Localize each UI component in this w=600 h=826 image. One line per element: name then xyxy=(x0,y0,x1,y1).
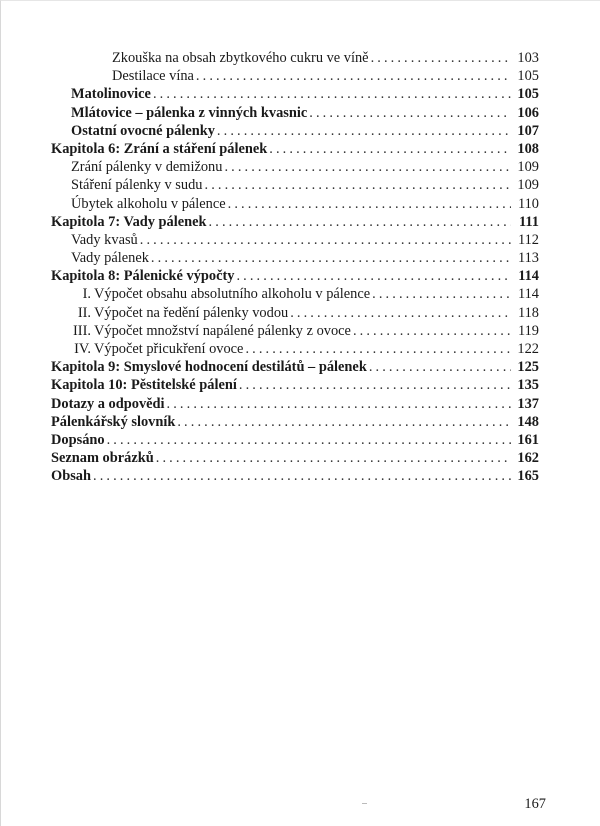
toc-entry-title xyxy=(63,340,245,358)
toc-entry-title: Vady pálenek xyxy=(71,250,149,267)
toc-entry-title: Kapitola 8: Pálenické výpočty xyxy=(51,268,235,285)
toc-entry-title xyxy=(63,322,353,340)
toc-entry-title xyxy=(63,285,372,303)
toc-entry[interactable] xyxy=(51,340,539,358)
toc-entry[interactable] xyxy=(51,49,539,67)
dot-leader xyxy=(177,413,511,431)
roman-numeral: IV. xyxy=(74,341,91,357)
toc-entry-page: 110 xyxy=(517,195,539,212)
toc-entry-page: 118 xyxy=(517,304,539,321)
dot-leader xyxy=(371,49,511,67)
toc-entry-title: Pálenkářský slovník xyxy=(51,413,176,430)
toc-entry-page: 119 xyxy=(517,322,539,339)
toc-entry[interactable] xyxy=(51,67,539,85)
toc-entry-page: 113 xyxy=(517,250,539,267)
toc-entry-title: Úbytek alkoholu v pálence xyxy=(71,195,226,212)
toc-entry-title xyxy=(63,304,290,322)
dot-leader xyxy=(196,67,511,85)
dot-leader xyxy=(205,176,512,194)
dot-leader xyxy=(156,449,511,467)
toc-entry-title: Mlátovice – pálenka z vinných kvasnic xyxy=(71,104,308,121)
dot-leader xyxy=(239,376,511,394)
dot-leader xyxy=(353,322,511,340)
roman-numeral: I. xyxy=(82,286,91,303)
toc-chapter-entry[interactable] xyxy=(51,267,539,285)
toc-entry-page: 109 xyxy=(517,177,539,194)
dot-leader xyxy=(167,395,511,413)
toc-entry-page: 135 xyxy=(517,377,539,394)
toc-entry-title: Vady kvasů xyxy=(71,231,138,248)
dot-leader xyxy=(224,158,511,176)
toc-entry-page: 148 xyxy=(517,413,539,430)
toc-entry-text: Výpočet obsahu absolutního alkoholu v pálence xyxy=(94,286,371,303)
toc-entry-page: 111 xyxy=(519,213,539,230)
dot-leader xyxy=(369,358,511,376)
toc-entry-title: Kapitola 6: Zrání a stáření pálenek xyxy=(51,140,268,157)
toc-entry-title: Zkouška na obsah zbytkového cukru ve víně xyxy=(112,50,369,66)
toc-entry[interactable] xyxy=(51,195,539,213)
toc-section-entry[interactable] xyxy=(51,395,539,413)
dot-leader xyxy=(228,195,511,213)
toc-entry[interactable] xyxy=(51,322,539,340)
toc-entry[interactable] xyxy=(51,304,539,322)
toc-entry-text: Výpočet množství napálené pálenky z ovoce xyxy=(94,322,351,339)
toc-entry[interactable] xyxy=(51,285,539,303)
scan-dust-mark xyxy=(362,803,367,804)
toc-entry-page: 161 xyxy=(517,431,539,448)
toc-section-entry[interactable] xyxy=(51,431,539,449)
roman-numeral: II. xyxy=(77,304,91,321)
toc-entry[interactable] xyxy=(51,176,539,194)
toc-entry-page: 165 xyxy=(517,468,539,485)
toc-entry-page: 162 xyxy=(517,450,539,467)
toc-entry-page: 106 xyxy=(517,104,539,121)
toc-entry-title: Kapitola 7: Vady pálenek xyxy=(51,213,207,230)
toc-entry[interactable] xyxy=(51,85,539,103)
toc-entry-page: 107 xyxy=(517,122,539,139)
toc-entry-page: 105 xyxy=(517,86,539,103)
toc-entry-page: 122 xyxy=(517,341,539,357)
toc-entry-title: Stáření pálenky v sudu xyxy=(71,177,203,194)
toc-entry-page: 125 xyxy=(517,359,539,376)
dot-leader xyxy=(107,431,511,449)
dot-leader xyxy=(140,231,511,249)
toc-entry-title: Dopsáno xyxy=(51,431,105,448)
toc-chapter-entry[interactable] xyxy=(51,376,539,394)
toc-entry[interactable] xyxy=(51,158,539,176)
toc-entry-page: 114 xyxy=(517,286,539,303)
dot-leader xyxy=(309,104,511,122)
toc-entry-title: Kapitola 9: Smyslové hodnocení destilátů – pálenek xyxy=(51,359,367,376)
toc-entry-title: Matolinovice xyxy=(71,86,151,103)
toc-entry-title: Seznam obrázků xyxy=(51,450,154,467)
toc-entry-title: Ostatní ovocné pálenky xyxy=(71,122,215,139)
dot-leader xyxy=(209,213,511,231)
toc-entry[interactable] xyxy=(51,249,539,267)
toc-section-entry[interactable] xyxy=(51,449,539,467)
toc-entry-page: 108 xyxy=(517,140,539,157)
toc-entry-title: Zrání pálenky v demižonu xyxy=(71,159,223,176)
dot-leader xyxy=(372,285,511,303)
toc-section-entry[interactable] xyxy=(51,467,539,485)
dot-leader xyxy=(236,267,511,285)
toc-entry-page: 109 xyxy=(517,159,539,176)
toc-section-entry[interactable] xyxy=(51,413,539,431)
dot-leader xyxy=(269,140,511,158)
dot-leader xyxy=(245,340,511,358)
toc-entry-title: Kapitola 10: Pěstitelské pálení xyxy=(51,377,237,394)
dot-leader xyxy=(153,85,511,103)
toc-entry-page: 137 xyxy=(517,395,539,412)
table-of-contents xyxy=(51,49,539,486)
dot-leader xyxy=(217,122,511,140)
toc-entry-title: Obsah xyxy=(51,468,91,485)
dot-leader xyxy=(93,467,511,485)
toc-entry[interactable] xyxy=(51,122,539,140)
toc-entry-page: 105 xyxy=(517,68,539,85)
toc-entry-title: Destilace vína xyxy=(112,68,194,85)
toc-entry-page: 114 xyxy=(518,268,539,285)
dot-leader xyxy=(290,304,511,322)
dot-leader xyxy=(151,249,511,267)
toc-entry-page: 112 xyxy=(517,231,539,248)
toc-entry-text: Výpočet přicukření ovoce xyxy=(94,341,244,357)
toc-entry[interactable] xyxy=(51,231,539,249)
toc-entry-text: Výpočet na ředění pálenky vodou xyxy=(94,304,289,321)
toc-chapter-entry[interactable] xyxy=(51,213,539,231)
toc-entry-title: Dotazy a odpovědi xyxy=(51,395,165,412)
roman-numeral: III. xyxy=(73,322,91,339)
toc-chapter-entry[interactable] xyxy=(51,140,539,158)
toc-chapter-entry[interactable] xyxy=(51,358,539,376)
toc-entry-page: 103 xyxy=(517,50,539,66)
page-number: 167 xyxy=(524,796,546,812)
toc-entry[interactable] xyxy=(51,104,539,122)
